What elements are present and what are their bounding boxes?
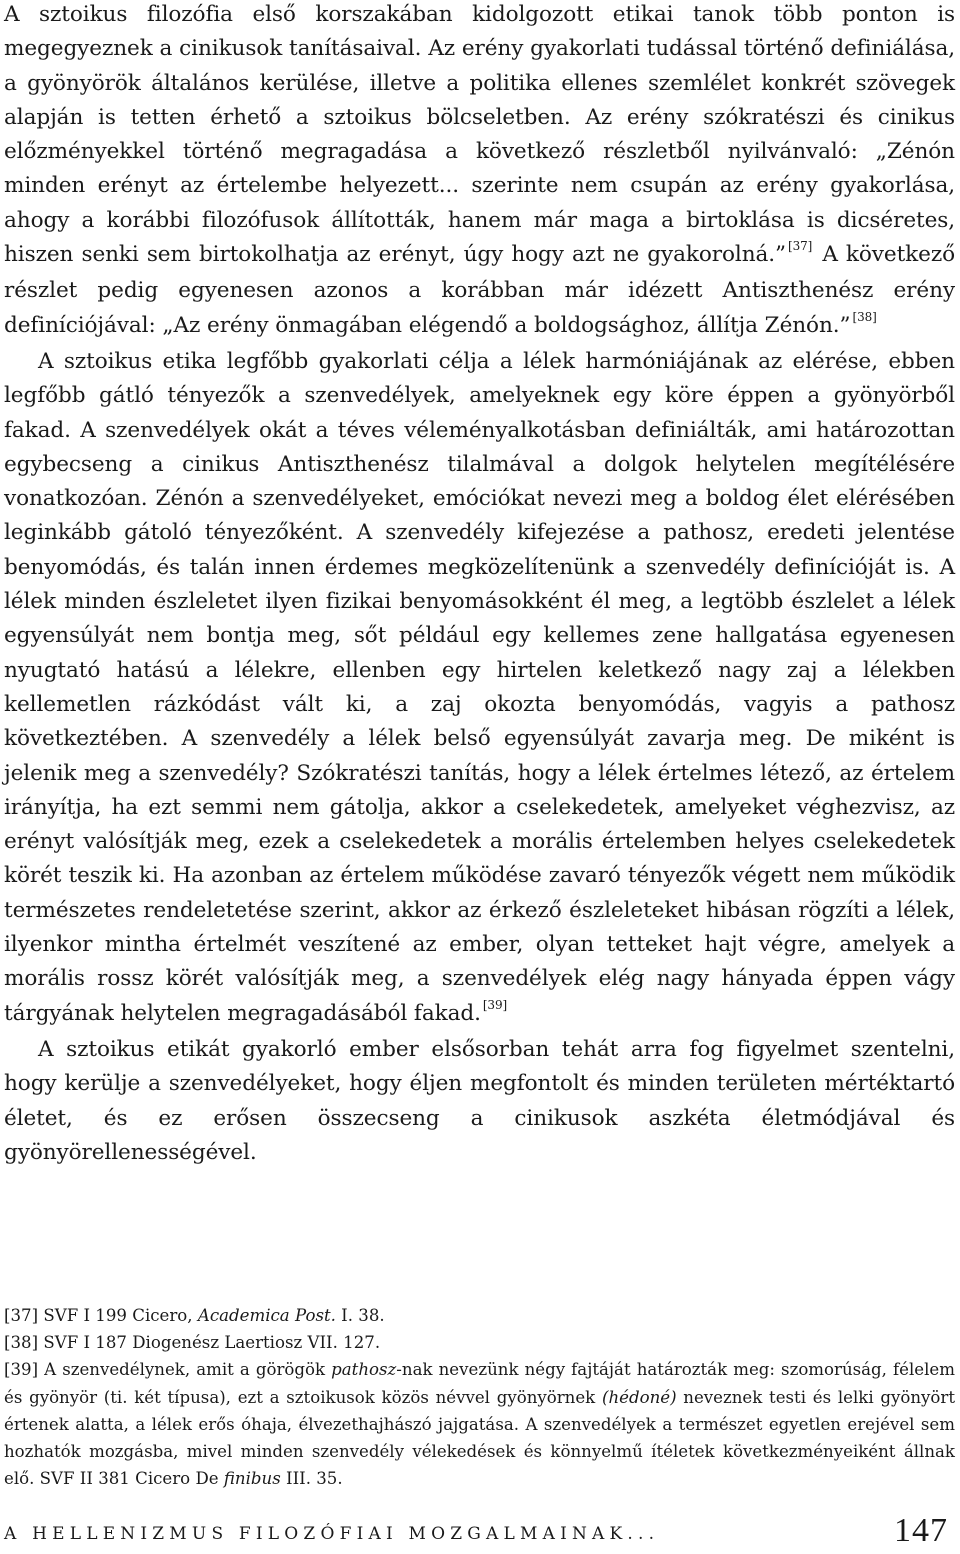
footnote-37-italic: Academica Post. [197,1306,336,1325]
footnote-39-italic-hedone: (hédoné) [601,1387,677,1407]
paragraph-3-text: A sztoikus etikát gyakorló ember elsősorban tehát arra fog figyelmet szentelni, hogy kerülje a szenvedélyeket, hogy éljen megfontolt és minden területen mértéktartó életet, és ez erősen összecseng a cinikusok aszkéta életmódjával és gyönyörellenességével. [4,1036,955,1165]
footnotes [4,1302,955,1492]
footnote-39 [4,1356,955,1492]
page-footer [4,1510,948,1550]
paragraph-2-text: A sztoikus etika legfőbb gyakorlati célja a lélek harmóniájának az elérése, ebben legfőbb gátló tényezők a szenvedélyek, amelyeknek egy köre éppen a gyönyörből fakad. A szenvedélyek okát a téves véleményalkotásban definiálták, ami határozottan egybecseng a cinikus Antiszthenész tilalmával a dolgok helytelen megítélésére vonatkozóan. Zénón a szenvedélyeket, emóciókat nevezi meg a boldog élet elérésében leginkább gátoló tényezőként. A szenvedély kifejezése a pathosz, eredeti jelentése benyomódás, és talán innen érdemes megközelítenünk a szenvedély definícióját is. A lélek minden észleletet ilyen fizikai benyomásokként él meg, a legtöbb észlelet a lélek egyensúlyát nem bontja meg, sőt például egy kellemes zene hallgatása egyenesen nyugtató hatású a lélekre, ellenben egy hirtelen keletkező nagy zaj a lélekben kellemetlen rázkódást vált ki, a zaj okozta benyomódás, vagyis a pathosz következtében. A szenvedély a lélek belső egyensúlyát zavarja meg. De miként is jelenik meg a szenvedély? Szókratészi tanítás, hogy a lélek értelmes létező, az értelem irányítja, ha ezt semmi nem gátolja, akkor a cselekedetek, amelyeket véghezvisz, az erényt valósítják meg, ezek a cselekedetek a morális értelemben helyes cselekedetek körét teszik ki. Ha azonban az értelem működése zavaró tényezők végett nem működik természetes rendeletetése szerint, akkor az érkező észleleteket hibásan rögzíti a lélek, ilyenkor mintha értelmét veszítené az ember, olyan tetteket hajt végre, amelyek a morális rossz körét valósítják meg, a szenvedélyek elég nagy hányada éppen vágy tárgyának helytelen megragadásából fakad. [4,348,955,1026]
footnote-37-text-b: I. 38. [335,1306,385,1325]
page-number: 147 [894,1512,948,1549]
footnote-38 [4,1329,955,1356]
paragraph-2 [4,345,955,1033]
paragraph-1-text-a: A sztoikus filozófia első korszakában kidolgozott etikai tanok több ponton is megegyeznek a cinikusok tanításaival. Az erény gyakorlati tudással történő definiálása, a gyönyörök általános kerülése, illetve a politika ellenes szemlélet konkrét szövegek alapján is tetten érhető a sztoikus bölcseletben. Az erény szókratészi és cinikus előzményekkel történő megragadása a következő részletből nyilvánvaló: „Zénón minden erényt az értelembe helyezett... szerinte nem csupán az erény gyakorlása, ahogy a korábbi filozófusok állították, hanem már maga a birtoklása is dicséretes, hiszen senki sem birtokolhatja az erényt, úgy hogy azt ne gyakorolná.” [4,2,955,268]
footnote-39-italic-finibus: finibus [223,1469,281,1489]
footnote-37 [4,1302,955,1329]
paragraph-1 [4,0,955,345]
footnote-ref-37[interactable]: [37] [787,239,813,254]
footnote-ref-39[interactable]: [39] [482,997,508,1012]
footnote-37-text-a: [37] SVF I 199 Cicero, [4,1306,198,1325]
footnote-39-text-d: III. 35. [280,1469,343,1489]
footnote-39-italic-pathosz: pathosz [331,1360,397,1380]
footnote-39-text-c: neveznek testi és lelki gyönyört értenek alatta, a lélek erős óhaja, élvezethajhászó jajgatása. A szenvedélyek a természet egyetlen erejével sem hozhatók mozgásba, mivel minden szenvedély vélekedések és könnyelmű ítéletek következményeiként állnak elő. SVF II 381 Cicero De [4,1387,955,1489]
footnote-39-text-b: -nak nevezünk négy fajtáját határozták meg: szomorúság, félelem és gyönyör (ti. két típusa), ezt a sztoikusok közös névvel gyönyörnek [4,1360,955,1407]
running-head: A HELLENIZMUS FILOZÓFIAI MOZGALMAINAK... [4,1524,660,1544]
paragraph-1-text-b: A következő részlet pedig egyenesen azonos a korábban már idézett Antiszthenész erény definíciójával: „Az erény önmagában elégendő a boldogsághoz, állítja Zénón.” [4,242,956,338]
footnote-38-text: [38] SVF I 187 Diogenész Laertiosz VII. 127. [4,1333,381,1353]
body-text [4,0,955,1170]
paragraph-3 [4,1033,955,1170]
footnote-39-text-a: [39] A szenvedélynek, amit a görögök [4,1360,332,1380]
footnote-ref-38[interactable]: [38] [852,309,877,324]
